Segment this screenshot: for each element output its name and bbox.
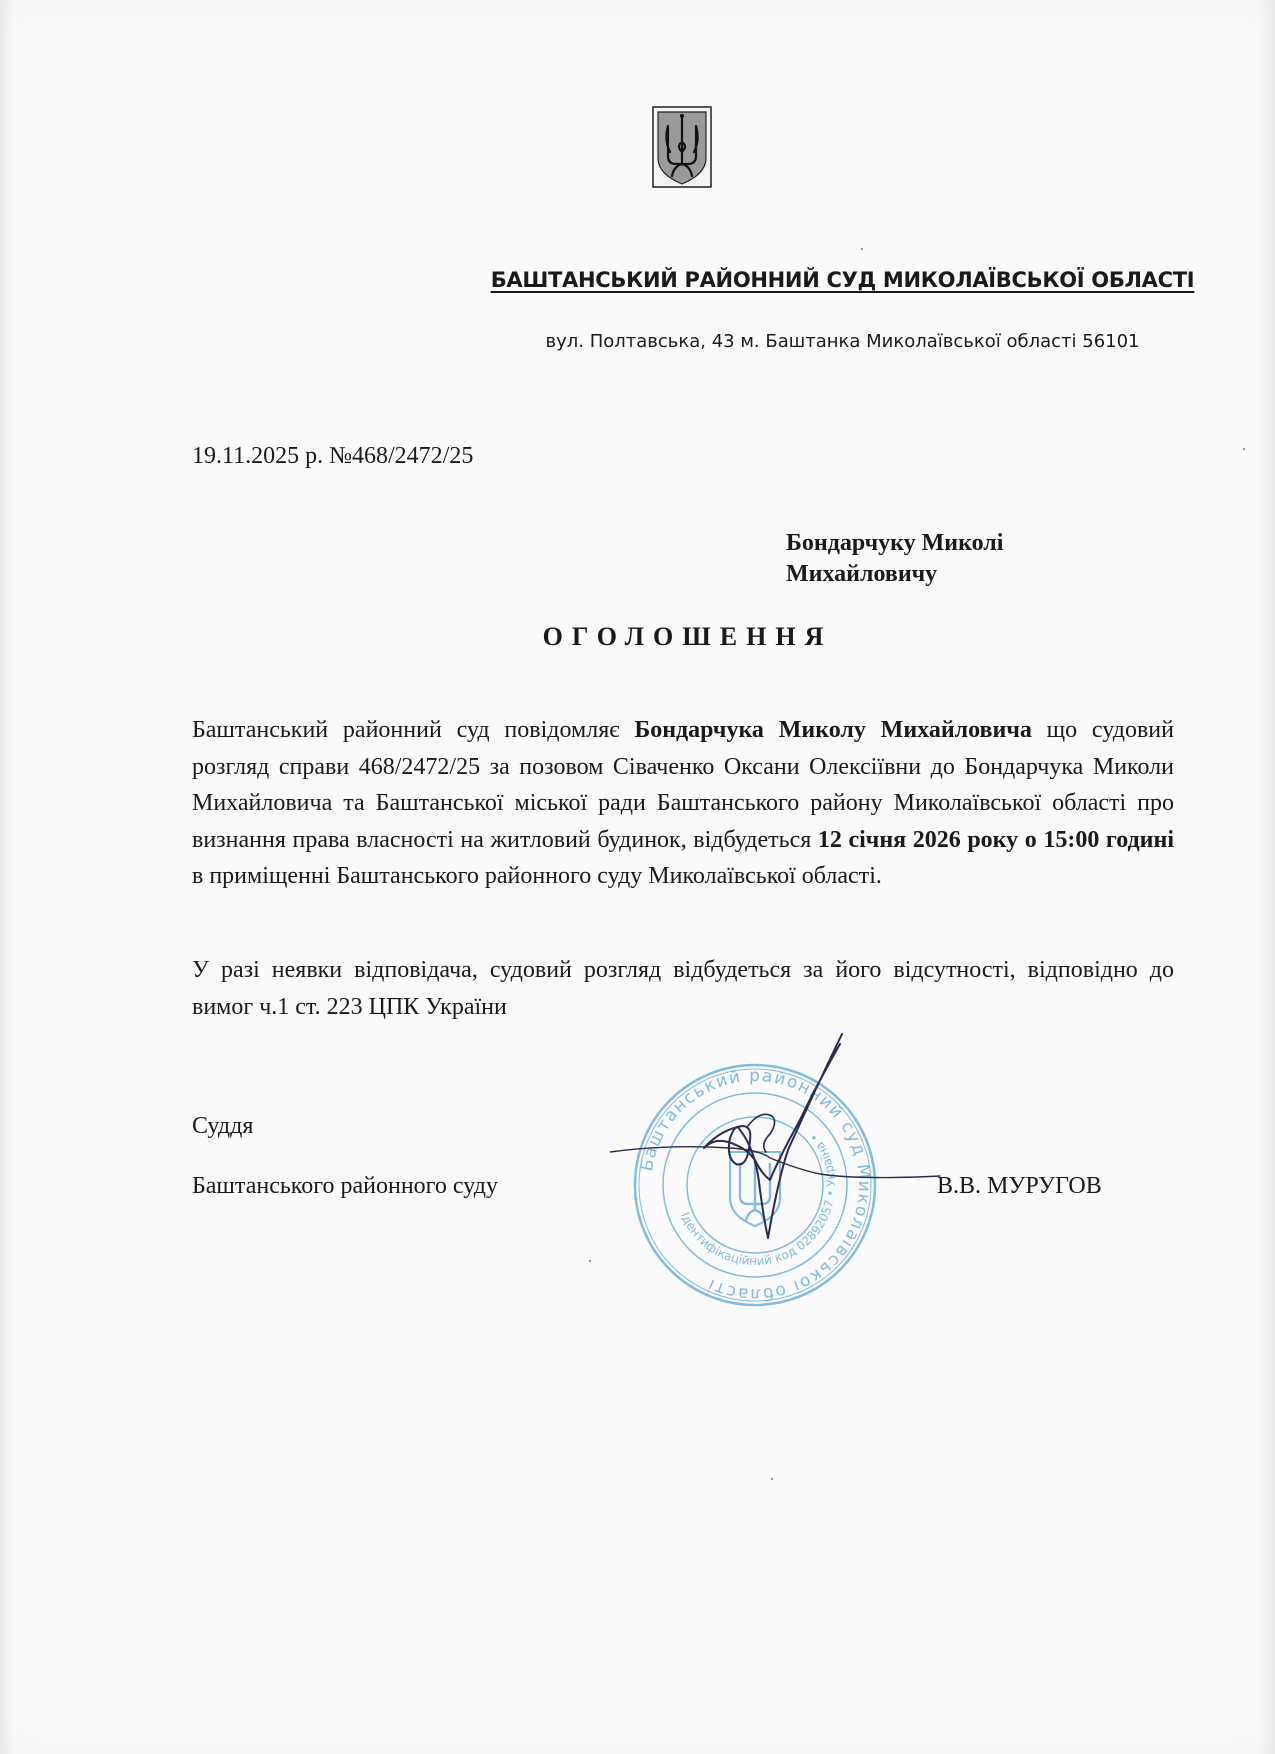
stamp-outer-text: Баштанський районний суд Миколаївської області: [636, 1065, 875, 1305]
absence-warning-paragraph: У разі неявки відповідача, судовий розгляд відбудеться за його відсутності, відповідно до вимог ч.1 ст. 223 ЦПК України: [192, 957, 1174, 1020]
recipient-line-1: Бондарчуку Миколі: [786, 530, 1004, 556]
defendant-name: Бондарчука Миколу Михайловича: [634, 717, 1032, 743]
page-edge-shadow-right: [1257, 0, 1275, 1754]
stamp-inner-text: Ідентифікаційний код 02892057 • Україна •: [677, 1130, 839, 1269]
court-name-heading: БАШТАНСЬКИЙ РАЙОННИЙ СУД МИКОЛАЇВСЬКОЇ ОБЛАСТІ: [490, 268, 1195, 292]
document-heading: ОГОЛОШЕННЯ: [542, 622, 833, 651]
paragraph-text: що судовий розгляд справи 468/2472/25 за позовом Сіваченко Оксани Олексіївни до Бондарчука Миколи Михайловича та Баштанської міської ради Баштанського району Миколаївської області про визнання права власності на житловий будинок, відбудеться: [192, 717, 1174, 853]
paper-speck: [861, 248, 863, 250]
date-and-number: 19.11.2025 р. №468/2472/25: [192, 443, 474, 469]
paper-speck: [771, 1478, 773, 1480]
court-address: вул. Полтавська, 43 м. Баштанка Миколаївської області 56101: [545, 331, 1140, 352]
recipient-block: [786, 528, 1086, 590]
hearing-datetime: 12 січня 2026 року о 15:00 годині: [817, 826, 1174, 853]
paper-speck: [1243, 448, 1245, 450]
paragraph-text: Баштанський районний суд повідомляє: [192, 717, 635, 743]
page-edge-shadow-left: [0, 0, 14, 1754]
judge-signature: [610, 1030, 950, 1290]
coat-of-arms-icon: [652, 106, 712, 188]
judge-court: Баштанського районного суду: [192, 1173, 498, 1199]
paper-speck: [589, 1260, 591, 1262]
recipient-line-2: Михайловичу: [786, 561, 938, 587]
paragraph-text: в приміщенні Баштанського районного суду Миколаївської області.: [192, 863, 882, 889]
judge-title: Суддя: [192, 1113, 254, 1139]
announcement-paragraph: [192, 712, 1174, 895]
judge-name: В.В. МУРУГОВ: [937, 1173, 1102, 1199]
